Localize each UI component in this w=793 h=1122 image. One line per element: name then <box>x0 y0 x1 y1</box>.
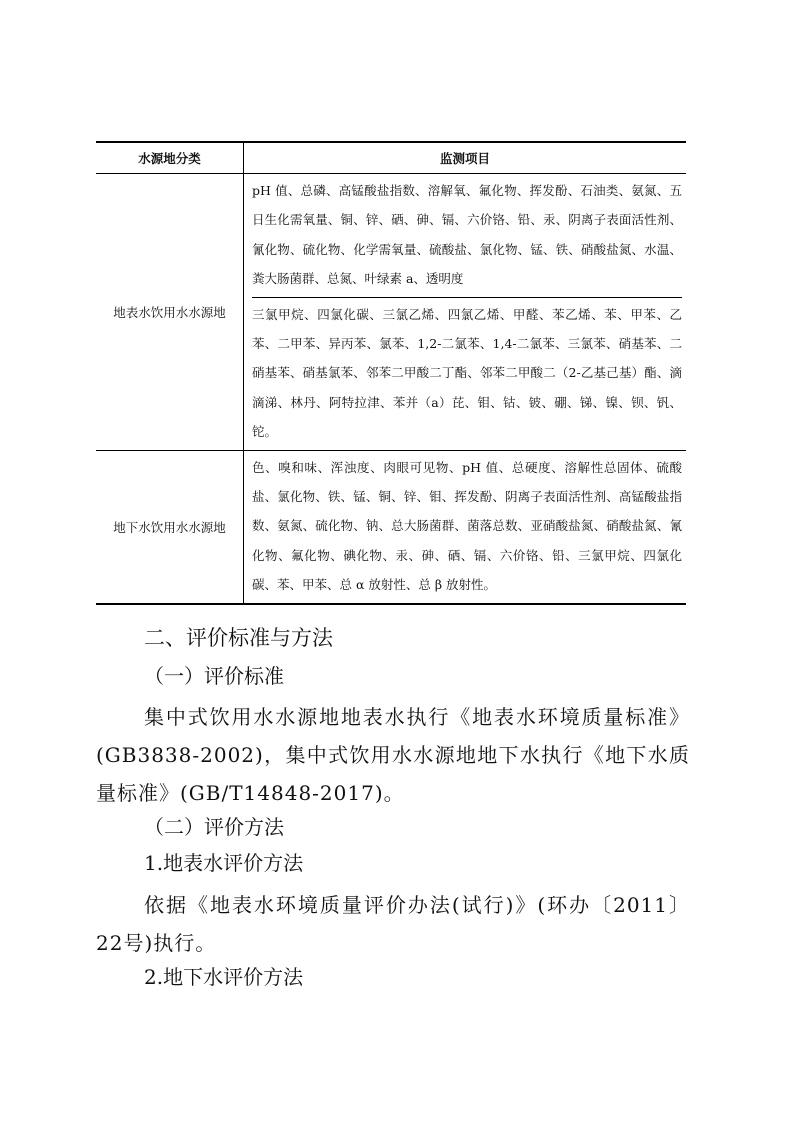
row-category-ground: 地下水饮用水水源地 <box>96 450 244 604</box>
table-header-row <box>96 142 686 174</box>
monitoring-items-table <box>96 141 686 605</box>
header-items: 监测项目 <box>244 142 687 174</box>
header-category: 水源地分类 <box>96 142 244 174</box>
item1-heading: 1.地表水评价方法 <box>144 851 304 875</box>
surface-items-basic: pH 值、总磷、高锰酸盐指数、溶解氧、氟化物、挥发酚、石油类、氨氮、五日生化需氧量、铜、锌、硒、砷、镉、六价铬、铅、汞、阴离子表面活性剂、氰化物、硫化物、化学需氧量、硫酸盐、氯化物、锰、铁、硝酸盐氮、水温、粪大肠菌群、总氮、叶绿素 a、透明度 <box>252 183 682 287</box>
ground-items: 色、嗅和味、浑浊度、肉眼可见物、pH 值、总硬度、溶解性总固体、硫酸盐、氯化物、铁、锰、铜、锌、钼、挥发酚、阴离子表面活性剂、高锰酸盐指数、氨氮、硫化物、钠、总大肠菌群、菌落总数、亚硝酸盐氮、硝酸盐氮、氰化物、氟化物、碘化物、汞、砷、硒、镉、六价铬、铅、三氯甲烷、四氯化碳、苯、甲苯、总 α 放射性、总 β 放射性。 <box>252 459 682 593</box>
sub1-text: 集中式饮用水水源地地表水执行《地表水环境质量标准》(GB3838-2002)，集中式饮用水水源地地下水执行《地下水质量标准》(GB/T14848-2017)。 <box>96 705 690 805</box>
sub2-heading: （二）评价方法 <box>144 815 284 839</box>
row-category-surface: 地表水饮用水水源地 <box>96 174 244 451</box>
surface-items-specific: 三氯甲烷、四氯化碳、三氯乙烯、四氯乙烯、甲醛、苯乙烯、苯、甲苯、乙苯、二甲苯、异丙苯、氯苯、1,2-二氯苯、1,4-二氯苯、三氯苯、硝基苯、二硝基苯、硝基氯苯、邻苯二甲酸二丁酯、邻苯二甲酸二（2-乙基己基）酯、滴滴涕、林丹、阿特拉津、苯并（a）芘、钼、钴、铍、硼、锑、镍、钡、钒、铊。 <box>252 306 682 440</box>
row-items-surface <box>244 174 687 451</box>
item1-text: 依据《地表水环境质量评价办法(试行)》(环办〔2011〕22号)执行。 <box>96 893 690 955</box>
sub1-heading: （一）评价标准 <box>144 664 284 688</box>
table-row-surface <box>96 174 686 451</box>
section-heading: 二、评价标准与方法 <box>144 626 333 650</box>
item2-heading: 2.地下水评价方法 <box>144 965 304 989</box>
table-row-ground <box>96 450 686 604</box>
row-items-ground <box>244 450 687 604</box>
